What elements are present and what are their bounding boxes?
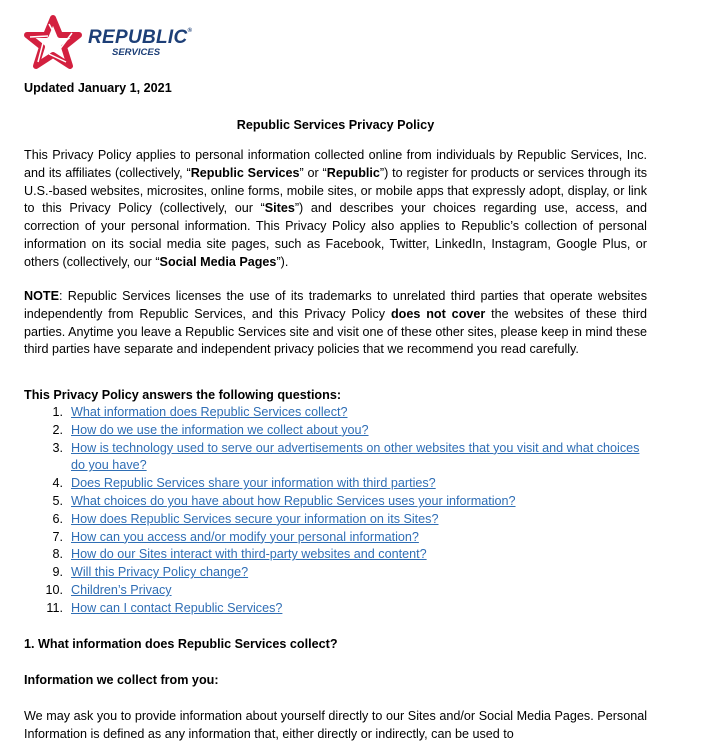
bold-text: does not cover	[390, 306, 486, 321]
toc-number: 10.	[45, 582, 63, 597]
toc-list	[24, 404, 647, 618]
toc-number: 7.	[52, 529, 63, 544]
toc-number: 4.	[52, 476, 63, 491]
toc-item	[24, 422, 647, 440]
toc-item	[24, 582, 647, 600]
bold-text: Social Media Pages	[159, 254, 277, 269]
toc-link[interactable]: How is technology used to serve our advertisements on other websites that you visit and what choices do you have?	[71, 440, 640, 473]
toc-number: 5.	[52, 493, 63, 508]
text-run: : Republic Services licenses the use of its trademarks to unrelated third parties that operate websites independently from Republic Services, and this Privacy Policy	[24, 289, 647, 321]
text-run: ” or “	[299, 165, 327, 180]
toc-link[interactable]: Will this Privacy Policy change?	[71, 565, 249, 580]
bold-text: Sites	[264, 201, 295, 216]
toc-link[interactable]: What choices do you have about how Republic Services uses your information?	[71, 493, 516, 508]
toc-number: 11.	[46, 600, 63, 615]
text-run: This Privacy Policy applies to personal information collected online from individuals by Republic Services, Inc. and its affiliates (collectively, “	[24, 148, 647, 180]
toc-link[interactable]: How can I contact Republic Services?	[71, 600, 283, 615]
text-run: the websites of these third parties. Anytime you leave a Republic Services site and visit one of these other sites, please keep in mind these third parties have separate and independent privacy policies that we recommend you read carefully.	[24, 306, 648, 357]
toc-number: 8.	[52, 547, 63, 562]
bold-text: NOTE	[24, 289, 59, 303]
toc-item	[24, 600, 647, 618]
text-run: ”).	[276, 254, 289, 269]
toc-link[interactable]: How can you access and/or modify your personal information?	[71, 529, 419, 544]
section-1-heading: 1. What information does Republic Services collect?	[24, 637, 338, 651]
star-logo-icon	[22, 14, 84, 72]
toc-item	[24, 564, 647, 582]
toc-number: 1.	[52, 405, 63, 419]
section-1-paragraph: We may ask you to provide information about yourself directly to our Sites and/or Social Media Pages. Personal Information is defined as any information that, either directly or indirectly, can be used to	[24, 709, 647, 741]
intro-paragraph	[24, 147, 647, 272]
toc-number: 2.	[52, 422, 63, 437]
toc-item	[24, 546, 647, 564]
text-run: ”) to register for products or services through its U.S.-based websites, microsites, online forms, mobile sites, or mobile apps that expressly adopt, display, or link to this Privacy Policy (collectively, our “	[24, 165, 648, 216]
toc-number: 6.	[52, 511, 63, 526]
toc-item	[24, 440, 647, 476]
logo-subtitle: SERVICES	[112, 47, 161, 59]
toc-link[interactable]: How does Republic Services secure your information on its Sites?	[71, 511, 439, 526]
toc-link[interactable]: How do our Sites interact with third-party websites and content?	[71, 547, 427, 562]
section-1-subheading: Information we collect from you:	[24, 673, 219, 687]
toc-number: 9.	[52, 565, 63, 580]
toc-item	[24, 511, 647, 529]
toc-link[interactable]: What information does Republic Services collect?	[71, 405, 348, 419]
toc-number: 3.	[52, 440, 63, 455]
note-paragraph	[24, 288, 647, 359]
bold-text: Republic Services	[190, 165, 300, 180]
toc-item	[24, 475, 647, 493]
toc-item	[24, 493, 647, 511]
bold-text: Republic	[326, 165, 380, 180]
text-run: ”) and describes your choices regarding use, access, and correction of your personal information. This Privacy Policy also applies to Republic’s collection of personal information on its social media site pages, such as Facebook, Twitter, LinkedIn, Instagram, Google Plus, or others (collectively, our “	[24, 201, 647, 269]
toc-item	[24, 404, 647, 422]
page-title: Republic Services Privacy Policy	[236, 118, 435, 132]
toc-link[interactable]: How do we use the information we collect about you?	[71, 422, 369, 437]
toc-item	[24, 529, 647, 547]
toc-link[interactable]: Does Republic Services share your information with third parties?	[71, 476, 436, 491]
logo-wordmark: REPUBLIC	[88, 27, 188, 49]
updated-date: Updated January 1, 2021	[24, 81, 172, 95]
toc-link[interactable]: Children’s Privacy	[71, 582, 172, 597]
toc-heading: This Privacy Policy answers the following questions:	[24, 388, 342, 402]
republic-services-logo	[22, 14, 192, 72]
registered-mark: ®	[187, 28, 193, 35]
